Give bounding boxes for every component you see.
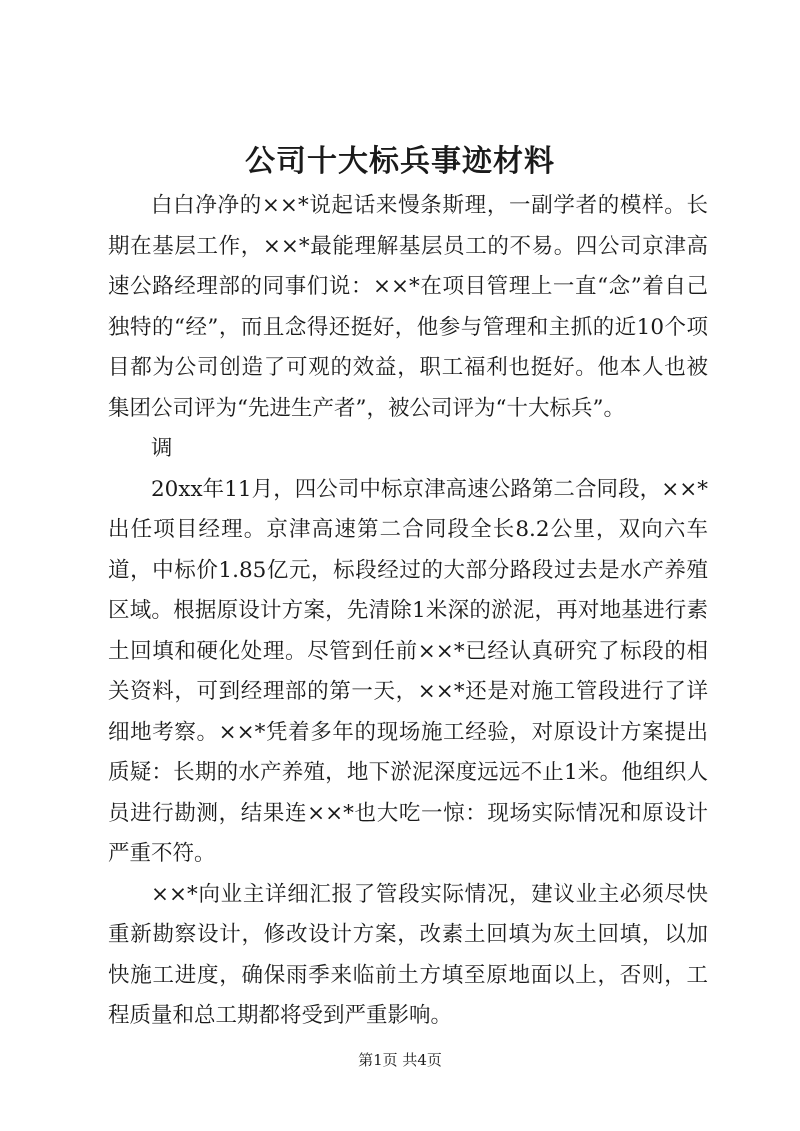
paragraph-recommendation: ××*向业主详细汇报了管段实际情况，建议业主必须尽快重新勘察设计，修改设计方案，改素土回填为灰土回填，以加快施工进度，确保雨季来临前土方填至原地面以上，否则，工程质量和总工期都将受到严重影响。 bbox=[108, 881, 708, 1028]
paragraph-intro: 白白净净的××*说起话来慢条斯理，一副学者的模样。长期在基层工作，××*最能理解基层员工的不易。四公司京津高速公路经理部的同事们说：××*在项目管理上一直“念”着自己独特的“经”，而且念得还挺好，他参与管理和主抓的近10个项目都为公司创造了可观的效益，职工福利也挺好。他本人也被集团公司评为“先进生产者”，被公司评为“十大标兵”。 bbox=[108, 193, 708, 421]
document-body bbox=[108, 186, 708, 1037]
paragraph-heading-fragment: 调 bbox=[151, 436, 173, 461]
paragraph-project-history: 20xx年11月，四公司中标京津高速公路第二合同段，××*出任项目经理。京津高速第二合同段全长8.2公里，双向六车道，中标价1.85亿元，标段经过的大部分路段过去是水产养殖区域。根据原设计方案，先清除1米深的淤泥，再对地基进行素土回填和硬化处理。尽管到任前××*已经认真研究了标段的相关资料，可到经理部的第一天，××*还是对施工管段进行了详细地考察。××*凭着多年的现场施工经验，对原设计方案提出质疑：长期的水产养殖，地下淤泥深度远远不止1米。他组织人员进行勘测，结果连××*也大吃一惊：现场实际情况和原设计严重不符。 bbox=[108, 476, 708, 866]
document-title: 公司十大标兵事迹材料 bbox=[245, 144, 555, 179]
page-footer: 第1页 共4页 bbox=[358, 1051, 442, 1069]
